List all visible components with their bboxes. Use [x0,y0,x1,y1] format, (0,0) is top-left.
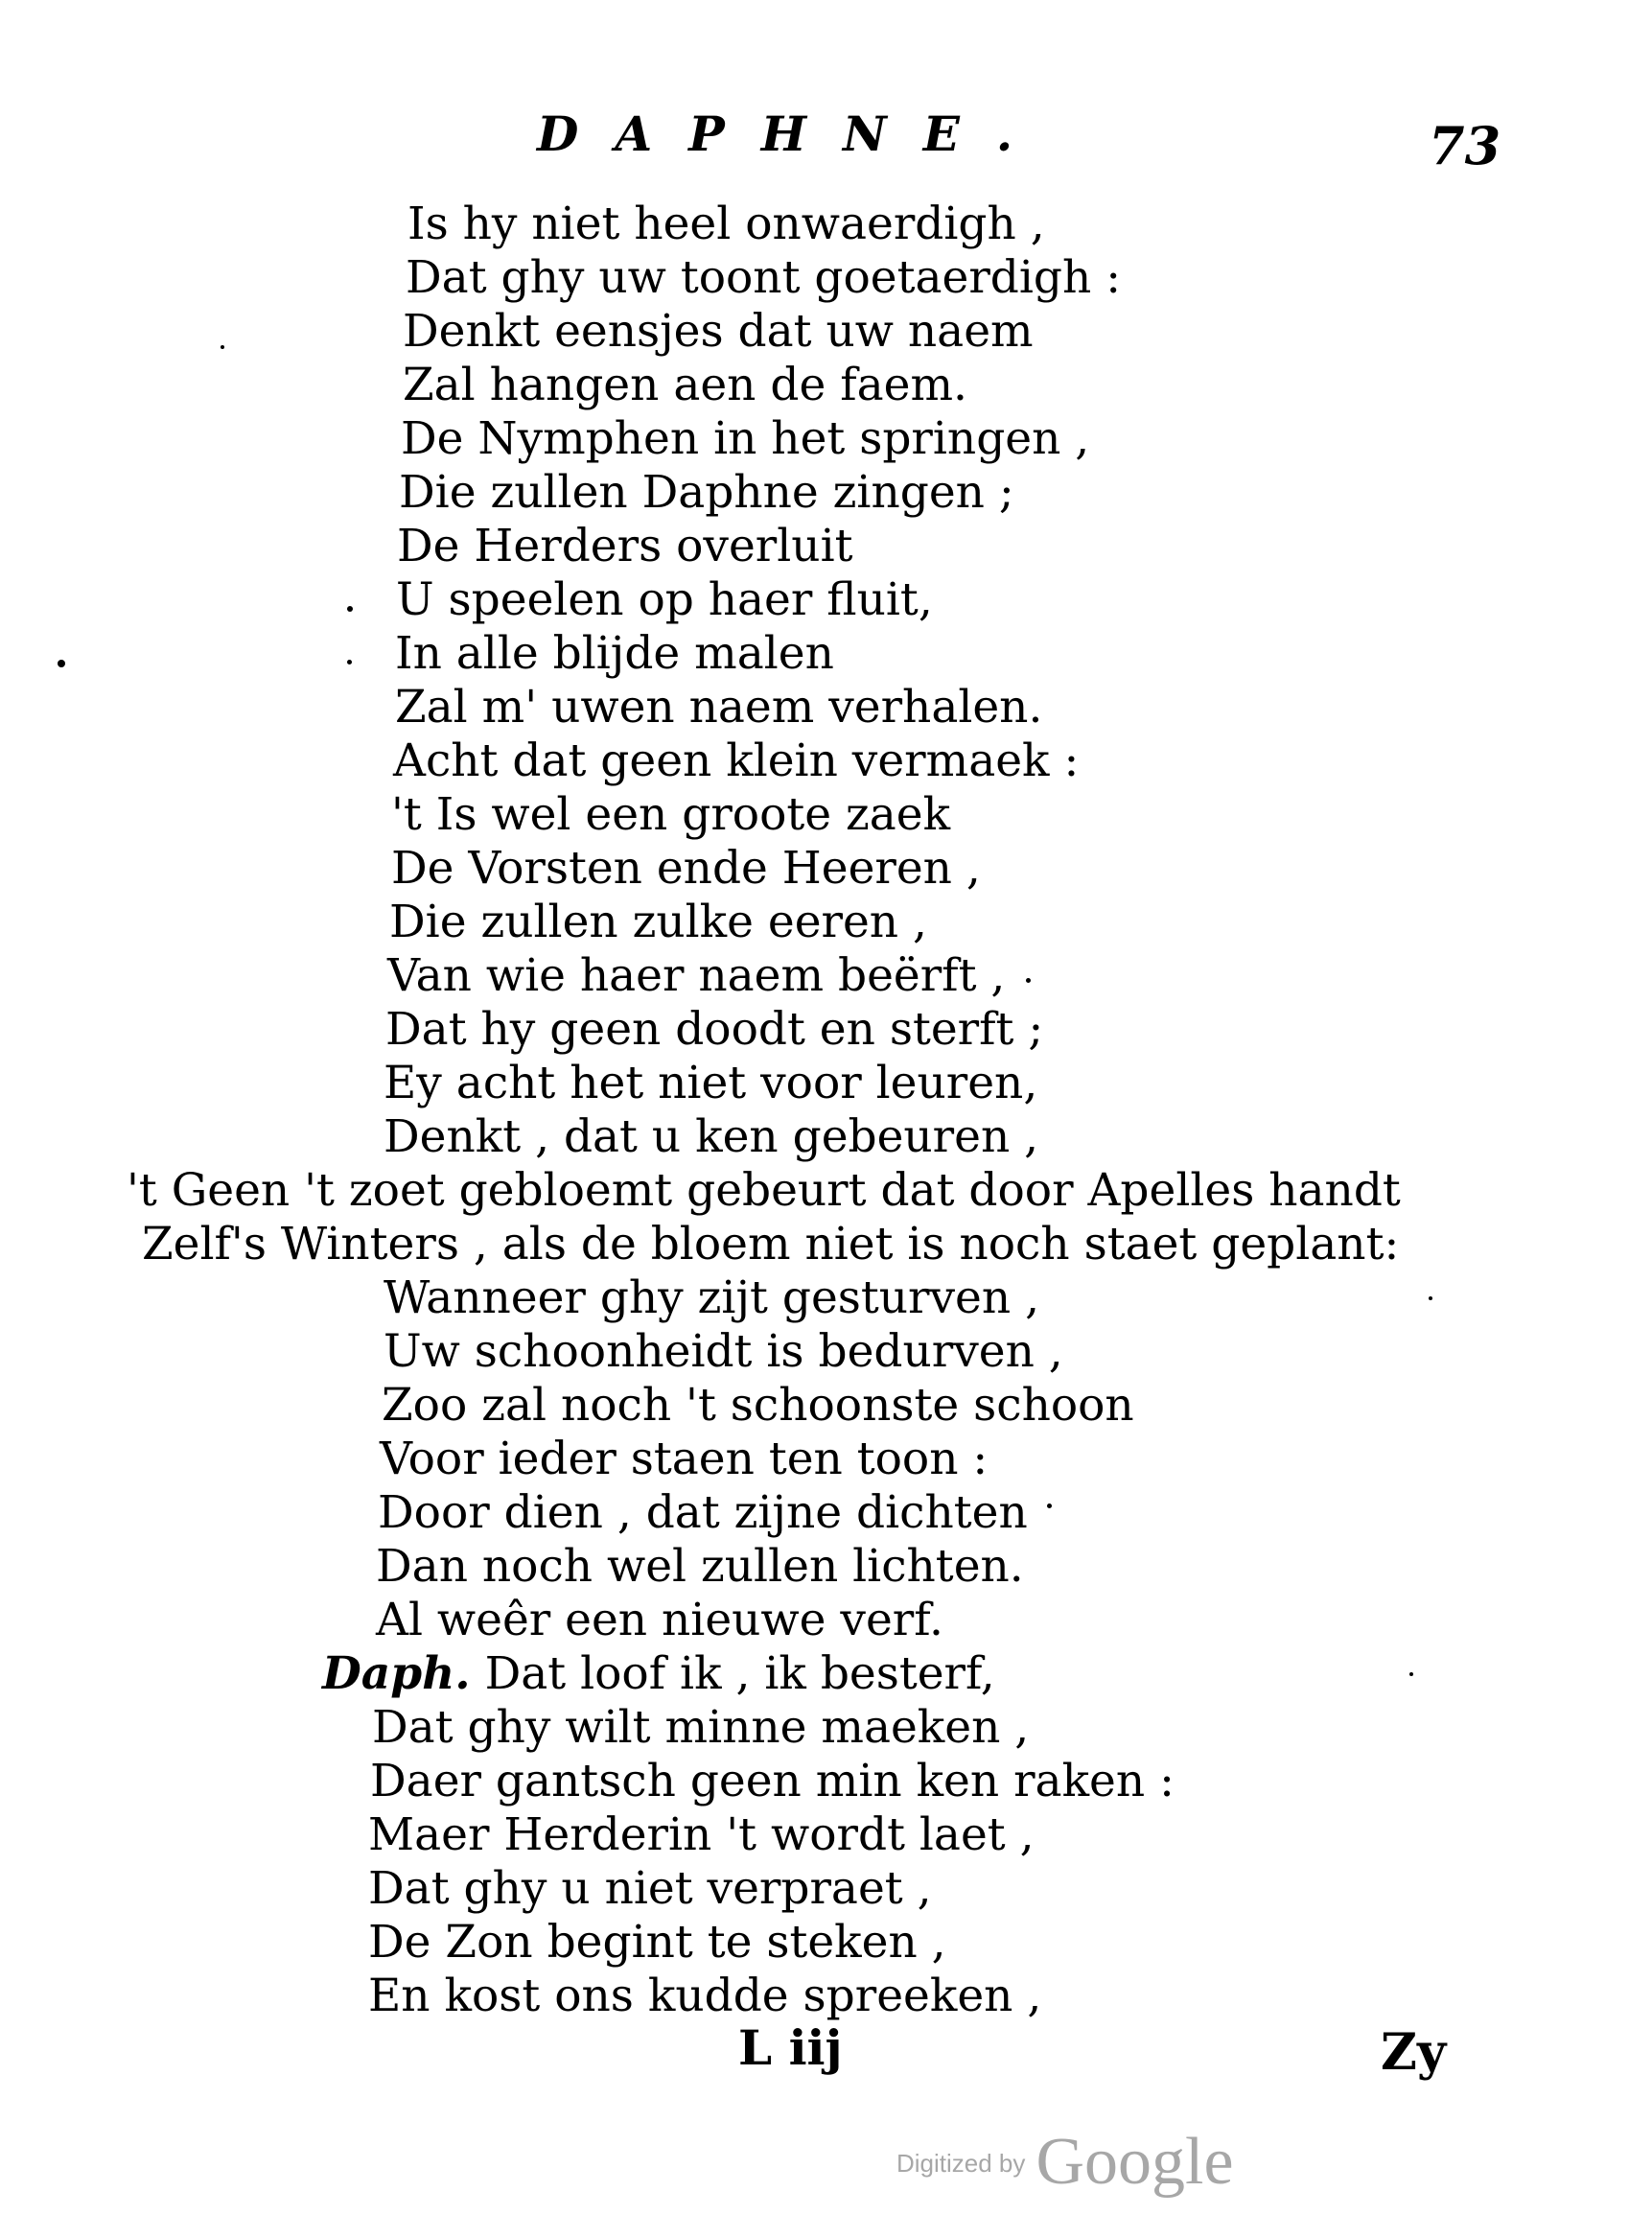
scan-speck [347,606,353,612]
digitized-watermark [896,2124,1234,2201]
verse-line: Denkt , dat u ken gebeuren , [384,1110,1039,1163]
scan-speck [347,660,352,664]
verse-line: De Vorsten ende Heeren , [391,842,981,895]
verse-line: Voor ieder staen ten toon : [380,1433,989,1485]
running-head: DAPHNE. [537,105,1050,162]
verse-line: Is hy niet heel onwaerdigh , [407,198,1045,250]
scan-speck [1026,978,1031,983]
verse-line: De Nymphen in het springen , [401,412,1090,465]
verse-line: Dan noch wel zullen lichten. [376,1540,1024,1593]
verse-line: In alle blijde malen [395,627,834,680]
verse-line: Dat hy geen doodt en sterft ; [385,1003,1044,1056]
scan-speck [221,345,224,349]
verse-line: Die zullen zulke eeren , [389,896,927,948]
verse-line: Maer Herderin 't wordt laet , [368,1808,1035,1861]
verse-line: U speelen op haer fluit, [396,573,933,626]
verse-line: Die zullen Daphne zingen ; [399,466,1014,519]
verse-line: Ey acht het niet voor leuren, [384,1057,1038,1109]
verse-line: De Zon begint te steken , [368,1916,946,1969]
scan-speck [58,660,65,667]
watermark-prefix: Digitized by [896,2149,1026,2178]
verse-line: Wanneer ghy zijt gesturven , [384,1271,1040,1324]
verse-line-wide: 't Geen 't zoet gebloemt gebeurt dat door Apelles handt [127,1164,1401,1217]
scan-speck [1429,1296,1432,1300]
verse-line: Door dien , dat zijne dichten [378,1486,1028,1539]
watermark-brand: Google [1035,2125,1234,2199]
speaker-label: Daph. [322,1647,471,1700]
page-number: 73 [1429,115,1501,176]
scan-speck [1047,1504,1052,1508]
verse-line: Daer gantsch geen min ken raken : [370,1755,1175,1807]
verse-line: Zal m' uwen naem verhalen. [395,681,1043,734]
verse-line: Zoo zal noch 't schoonste schoon [382,1379,1134,1432]
verse-line: Uw schoonheidt is bedurven , [384,1325,1063,1378]
verse-line: Zal hangen aen de faem. [403,359,967,411]
verse-line: Van wie haer naem beërft , [387,949,1006,1002]
scan-speck [1409,1672,1413,1676]
catchword: Zy [1381,2023,1447,2082]
verse-line: De Herders overluit [397,520,853,572]
verse-line: Acht dat geen klein vermaek : [393,734,1080,787]
verse-line: Al weêr een nieuwe verf. [376,1594,943,1646]
signature-mark: L iij [738,2019,843,2076]
verse-line-text: Dat loof ik , ik besterf, [484,1647,995,1700]
verse-line: 't Is wel een groote zaek [391,788,951,841]
verse-line: Denkt eensjes dat uw naem [403,305,1034,358]
verse-line: Dat ghy uw toont goetaerdigh : [406,251,1122,304]
verse-line-speaker [322,1647,995,1701]
verse-line: Dat ghy wilt minne maeken , [372,1701,1030,1754]
verse-line: Dat ghy u niet verpraet , [368,1862,932,1915]
verse-line: En kost ons kudde spreeken , [368,1970,1042,2022]
verse-line-wide: Zelf's Winters , als de bloem niet is noch staet geplant: [142,1218,1400,1271]
